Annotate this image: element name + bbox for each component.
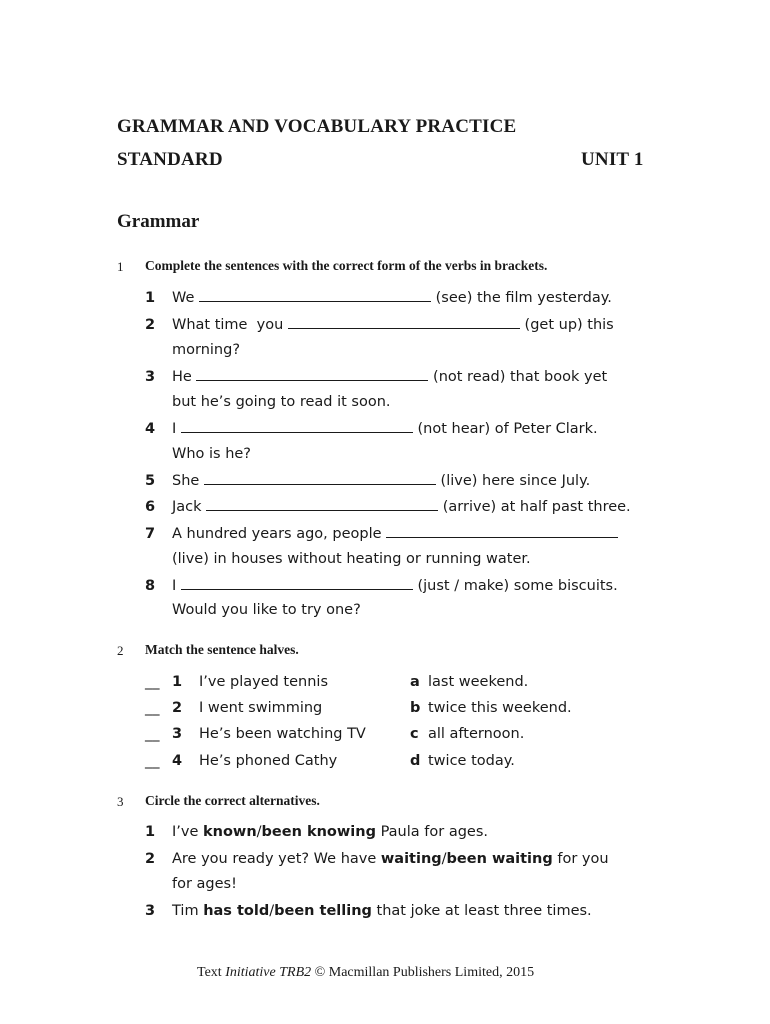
item-number: 2 [145, 317, 156, 333]
match-right-text: all afternoon. [428, 726, 525, 742]
match-left-text: I’ve played tennis [199, 674, 328, 690]
item-number: 5 [145, 473, 156, 489]
exercise-2-number: 2 [117, 643, 124, 658]
alternative-2[interactable]: been telling [274, 903, 372, 919]
footer-book-title: Initiative TRB2 [225, 965, 312, 980]
section-title: Grammar [117, 211, 200, 232]
item-text-after: (live) here since July. [440, 473, 591, 489]
match-right-letter: b [410, 700, 421, 716]
item-text-before: Are you ready yet? We have [172, 851, 381, 867]
answer-blank[interactable] [181, 577, 413, 590]
match-blank[interactable]: __ [145, 700, 160, 716]
alternative-1[interactable]: waiting [380, 851, 442, 867]
match-left-number: 1 [172, 674, 183, 690]
item-number: 1 [145, 824, 156, 840]
item-text-after: (just / make) some biscuits. [417, 578, 618, 594]
ex3-item-3 [145, 898, 592, 924]
match-left-text: He’s phoned Cathy [199, 753, 338, 769]
item-text-after: (not hear) of Peter Clark. [417, 421, 598, 437]
copyright-footer [197, 965, 534, 981]
ex1-item-2-cont: morning? [172, 342, 241, 358]
ex1-item-4-cont: Who is he? [172, 446, 252, 462]
match-blank[interactable]: __ [145, 753, 160, 769]
item-number: 2 [145, 851, 156, 867]
alternative-separator: / [441, 851, 447, 867]
match-left-number: 4 [172, 753, 183, 769]
ex1-item-3 [145, 364, 607, 390]
item-text-before: A hundred years ago, people [172, 526, 382, 542]
alternative-1[interactable]: known [203, 824, 257, 840]
ex1-item-7-cont: (live) in houses without heating or running water. [172, 551, 531, 567]
item-number: 1 [145, 290, 156, 306]
answer-blank[interactable] [204, 472, 436, 485]
alternative-2[interactable]: been knowing [261, 824, 376, 840]
answer-blank[interactable] [288, 316, 520, 329]
ex1-item-1 [145, 285, 612, 311]
answer-blank[interactable] [196, 368, 428, 381]
item-text-after: (arrive) at half past three. [442, 499, 631, 515]
ex1-item-5 [145, 468, 590, 494]
exercise-2-instruction: Match the sentence halves. [145, 642, 299, 657]
ex1-item-8-cont: Would you like to try one? [172, 602, 361, 618]
item-text-before: Tim [172, 903, 204, 919]
answer-blank[interactable] [206, 498, 438, 511]
item-text-before: She [172, 473, 200, 489]
ex1-item-4 [145, 416, 598, 442]
item-text-before: I’ve [172, 824, 203, 840]
match-right-text: last weekend. [428, 674, 529, 690]
item-text-after: (see) the film yesterday. [435, 290, 612, 306]
worksheet-title: GRAMMAR AND VOCABULARY PRACTICE [117, 116, 517, 137]
item-number: 4 [145, 421, 156, 437]
match-blank[interactable]: __ [145, 674, 160, 690]
item-text-before: He [172, 369, 192, 385]
item-text-after: (get up) this [524, 317, 614, 333]
ex3-item-1 [145, 819, 488, 845]
item-text-before: I [172, 421, 177, 437]
item-number: 3 [145, 903, 156, 919]
exercise-3-instruction: Circle the correct alternatives. [145, 793, 320, 808]
level-label: STANDARD [117, 149, 223, 170]
ex3-item-2-cont: for ages! [172, 876, 237, 892]
ex3-item-2 [145, 846, 609, 872]
exercise-3-number: 3 [117, 794, 124, 809]
alternative-2[interactable]: been waiting [446, 851, 553, 867]
match-left-number: 2 [172, 700, 183, 716]
item-number: 7 [145, 526, 156, 542]
exercise-1-instruction: Complete the sentences with the correct form of the verbs in brackets. [145, 258, 548, 273]
ex1-item-2 [145, 312, 614, 338]
item-text-before: We [172, 290, 195, 306]
match-right-letter: d [410, 753, 421, 769]
match-blank[interactable]: __ [145, 726, 160, 742]
answer-blank[interactable] [181, 420, 413, 433]
item-text-after: for you [552, 851, 609, 867]
item-text-after: (not read) that book yet [433, 369, 608, 385]
match-right-letter: a [410, 674, 420, 690]
ex1-item-3-cont: but he’s going to read it soon. [172, 394, 391, 410]
match-left-text: I went swimming [199, 700, 323, 716]
alternative-separator: / [256, 824, 262, 840]
exercise-1-number: 1 [117, 259, 124, 274]
unit-label: UNIT 1 [581, 149, 644, 170]
ex1-item-7 [145, 521, 618, 547]
item-text-before: Jack [172, 499, 202, 515]
alternative-1[interactable]: has told [203, 903, 270, 919]
item-number: 3 [145, 369, 156, 385]
item-number: 8 [145, 578, 156, 594]
match-right-text: twice this weekend. [428, 700, 572, 716]
footer-text-post: © Macmillan Publishers Limited, 2015 [311, 965, 535, 980]
item-text-after: Paula for ages. [375, 824, 488, 840]
ex1-item-6 [145, 494, 631, 520]
item-text-before: I [172, 578, 177, 594]
alternative-separator: / [269, 903, 275, 919]
item-text-after: that joke at least three times. [371, 903, 592, 919]
match-left-number: 3 [172, 726, 183, 742]
item-number: 6 [145, 499, 156, 515]
match-right-letter: c [410, 726, 419, 742]
ex1-item-8 [145, 573, 618, 599]
footer-text-pre: Text [197, 965, 226, 980]
match-right-text: twice today. [428, 753, 515, 769]
answer-blank[interactable] [199, 289, 431, 302]
item-text-before: What time you [172, 317, 284, 333]
answer-blank[interactable] [386, 525, 618, 538]
match-left-text: He’s been watching TV [199, 726, 366, 742]
